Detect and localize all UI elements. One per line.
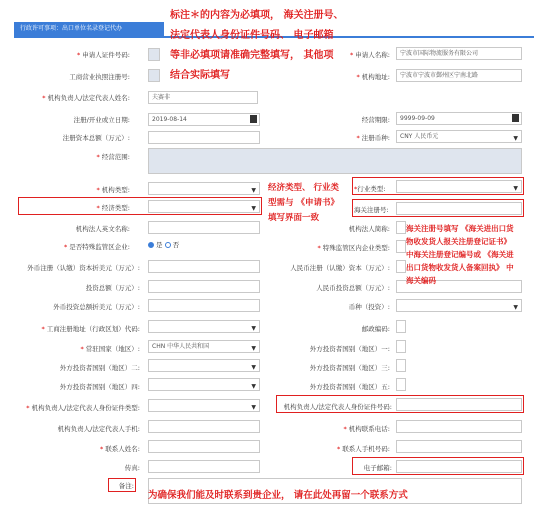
label-econ-type: * 经济类型: [96,204,130,212]
abbr-input[interactable] [396,221,406,234]
label-foreign-inv2: 外方投资者国别（地区）二: [59,364,140,372]
reg-address-select[interactable] [148,320,260,333]
currency-invest-select[interactable] [396,299,522,312]
label-org-phone: * 机构联系电话: [343,425,390,433]
org-type-select[interactable] [148,182,260,195]
reg-date-input[interactable]: 2019-08-14 [148,113,260,126]
annotation-right3: 中海关注册登记编号或 《海关进 [406,250,514,259]
label-industry: *行业类型: [354,185,386,193]
country-select[interactable]: CHN 中华人民共和国 ▼ [148,340,260,353]
fax-input[interactable] [148,460,260,473]
annotation-line3: 等非必填项请准确完整填写， 其他项 [170,50,334,61]
foreign-inv2-select[interactable] [148,359,260,372]
mobile-input[interactable] [148,420,260,433]
label-rmb-capital: 人民币注册（认缴）资本（万元）: [290,264,390,272]
annotation-line1: 标注＊的内容为必填项， 海关注册号、 [170,10,344,21]
label-contact-name: * 联系人姓名: [99,445,140,453]
industry-select[interactable] [396,180,522,193]
label-id-type: * 机构负责人/法定代表人身份证件类型: [26,404,140,412]
label-inv1: 外方投资者国别（地区）一: [309,345,390,353]
annotation-mid3: 填写界面一致 [268,213,320,223]
annotation-right2: 物收发货人报关注册登记证书》 [406,237,511,246]
foreign-capital-input[interactable] [148,260,260,273]
label-foreign-capital: 外币注册（认缴）资本折美元（万元）: [27,264,140,272]
biz-reg-input[interactable] [148,69,160,82]
tab-active[interactable]: 行政许可事项：出口单位名录登记代办 [14,22,164,36]
label-invest-total: 投资总额（万元）: [85,284,140,292]
annotation-line2: 法定代表人身份证件号码、 电子邮箱 [170,30,334,41]
chevron-down-icon: ▼ [513,185,518,192]
label-legal-name: * 机构负责人/法定代表人姓名: [42,94,130,102]
label-org-addr: * 机构地址: [356,73,390,81]
currency-select[interactable]: CNY 人民币元 ▼ [396,130,522,143]
chevron-down-icon: ▼ [251,325,256,332]
label-fax: 传真: [124,464,140,472]
id-no-input[interactable] [396,398,522,411]
calendar-icon[interactable] [250,115,257,123]
chevron-down-icon: ▼ [251,205,256,212]
chevron-down-icon: ▼ [251,364,256,371]
org-phone-input[interactable] [396,420,522,433]
radio-yes-icon[interactable] [148,242,154,248]
expiry-input[interactable]: 9999-09-09 [396,112,522,125]
inv1-select[interactable] [396,340,406,353]
radio-no-icon[interactable] [165,242,171,248]
label-id-no: 机构负责人/法定代表人身份证件号码: [283,403,392,411]
label-reg-date: 注册/开业或立日期: [73,116,130,124]
label-biz-reg: 工商营业执照注册号: [69,73,130,81]
label-email: 电子邮箱: [363,464,392,472]
label-rmb-invest: 人民币投资总额（万元）: [316,284,390,292]
zip-input[interactable] [396,320,406,333]
label-zip: 邮政编码: [361,325,390,333]
special-type-select[interactable] [396,240,406,253]
inv3-select[interactable] [396,359,406,372]
special-zone-radio[interactable]: 是 否 [148,240,179,249]
capital-input[interactable] [148,131,260,144]
foreign-inv4-select[interactable] [148,378,260,391]
annotation-bottom: 为确保我们能及时联系到贵企业， 请在此处再留一个联系方式 [148,490,408,501]
chevron-down-icon: ▼ [251,383,256,390]
annotation-right1: 海关注册号填写 《海关进出口货 [406,224,514,233]
customs-no-input[interactable] [396,202,522,215]
label-currency-invest: 币种（投资）: [348,303,390,311]
chevron-down-icon: ▼ [513,304,518,311]
email-input[interactable] [396,460,522,473]
label-currency: * 注册币种: [356,134,390,142]
chevron-down-icon: ▼ [251,187,256,194]
label-expiry: 经营期限: [361,116,390,124]
org-name-input[interactable]: 宁波市国际物流服务有限公司 [396,47,522,60]
label-inv3: 外方投资者国别（地区）三: [309,364,390,372]
chevron-down-icon: ▼ [251,345,256,352]
label-customs-no: 海关注册号: [354,206,389,214]
calendar-icon[interactable] [512,114,519,122]
annotation-mid1: 经济类型、 行业类 [268,183,339,193]
econ-type-select[interactable] [148,200,260,213]
foreign-invest-input[interactable] [148,299,260,312]
chevron-down-icon: ▼ [251,404,256,411]
label-foreign-invest: 外币投资总额折美元（万元）: [53,303,140,311]
label-org-type: * 机构类型: [96,186,130,194]
label-special-type: * 特殊监管区内企业类型: [317,244,390,252]
label-mobile: 机构负责人/法定代表人手机: [57,425,140,433]
annotation-right4: 出口货物收发货人备案回执》 中 [406,263,514,272]
rmb-capital-input[interactable] [396,260,406,273]
annotation-right5: 海关编码 [406,276,436,285]
label-reg-address: * 工商注册地址（行政区划）代码: [41,325,140,333]
label-capital: 注册资本总额（万元）: [62,134,130,142]
invest-total-input[interactable] [148,280,260,293]
label-abbr: 机构法人简称: [348,225,390,233]
contact-name-input[interactable] [148,440,260,453]
scope-textarea[interactable] [148,148,522,174]
label-special-zone: * 是否特殊监管区企业: [63,243,130,251]
label-country: * 常驻国家（地区）: [80,345,140,353]
label-org-name: * 申请人名称: [349,51,390,59]
annotation-line4: 结合实际填写 [170,70,230,81]
label-contact-mobile: * 联系人手机号码: [336,445,390,453]
en-name-input[interactable] [148,221,260,234]
id-type-select[interactable] [148,399,260,412]
chevron-down-icon: ▼ [513,135,518,142]
label-inv5: 外方投资者国别（地区）五: [309,383,390,391]
credit-code-input[interactable] [148,48,160,61]
annotation-mid2: 型需与 《申请书》 [268,198,339,208]
label-credit-code: * 申请人证件号码: [76,51,130,59]
label-foreign-inv4: 外方投资者国别（地区）四: [59,383,140,391]
label-scope: * 经营范围: [96,153,130,161]
label-en-name: 机构法人英文名称: [75,225,130,233]
org-addr-input[interactable]: 宁波市宁波市鄞州区宁南北路 [396,69,522,82]
inv5-select[interactable] [396,378,406,391]
contact-mobile-input[interactable] [396,440,522,453]
legal-name-input[interactable]: 夫赛非 [148,91,258,104]
label-remark: 备注: [118,482,134,490]
